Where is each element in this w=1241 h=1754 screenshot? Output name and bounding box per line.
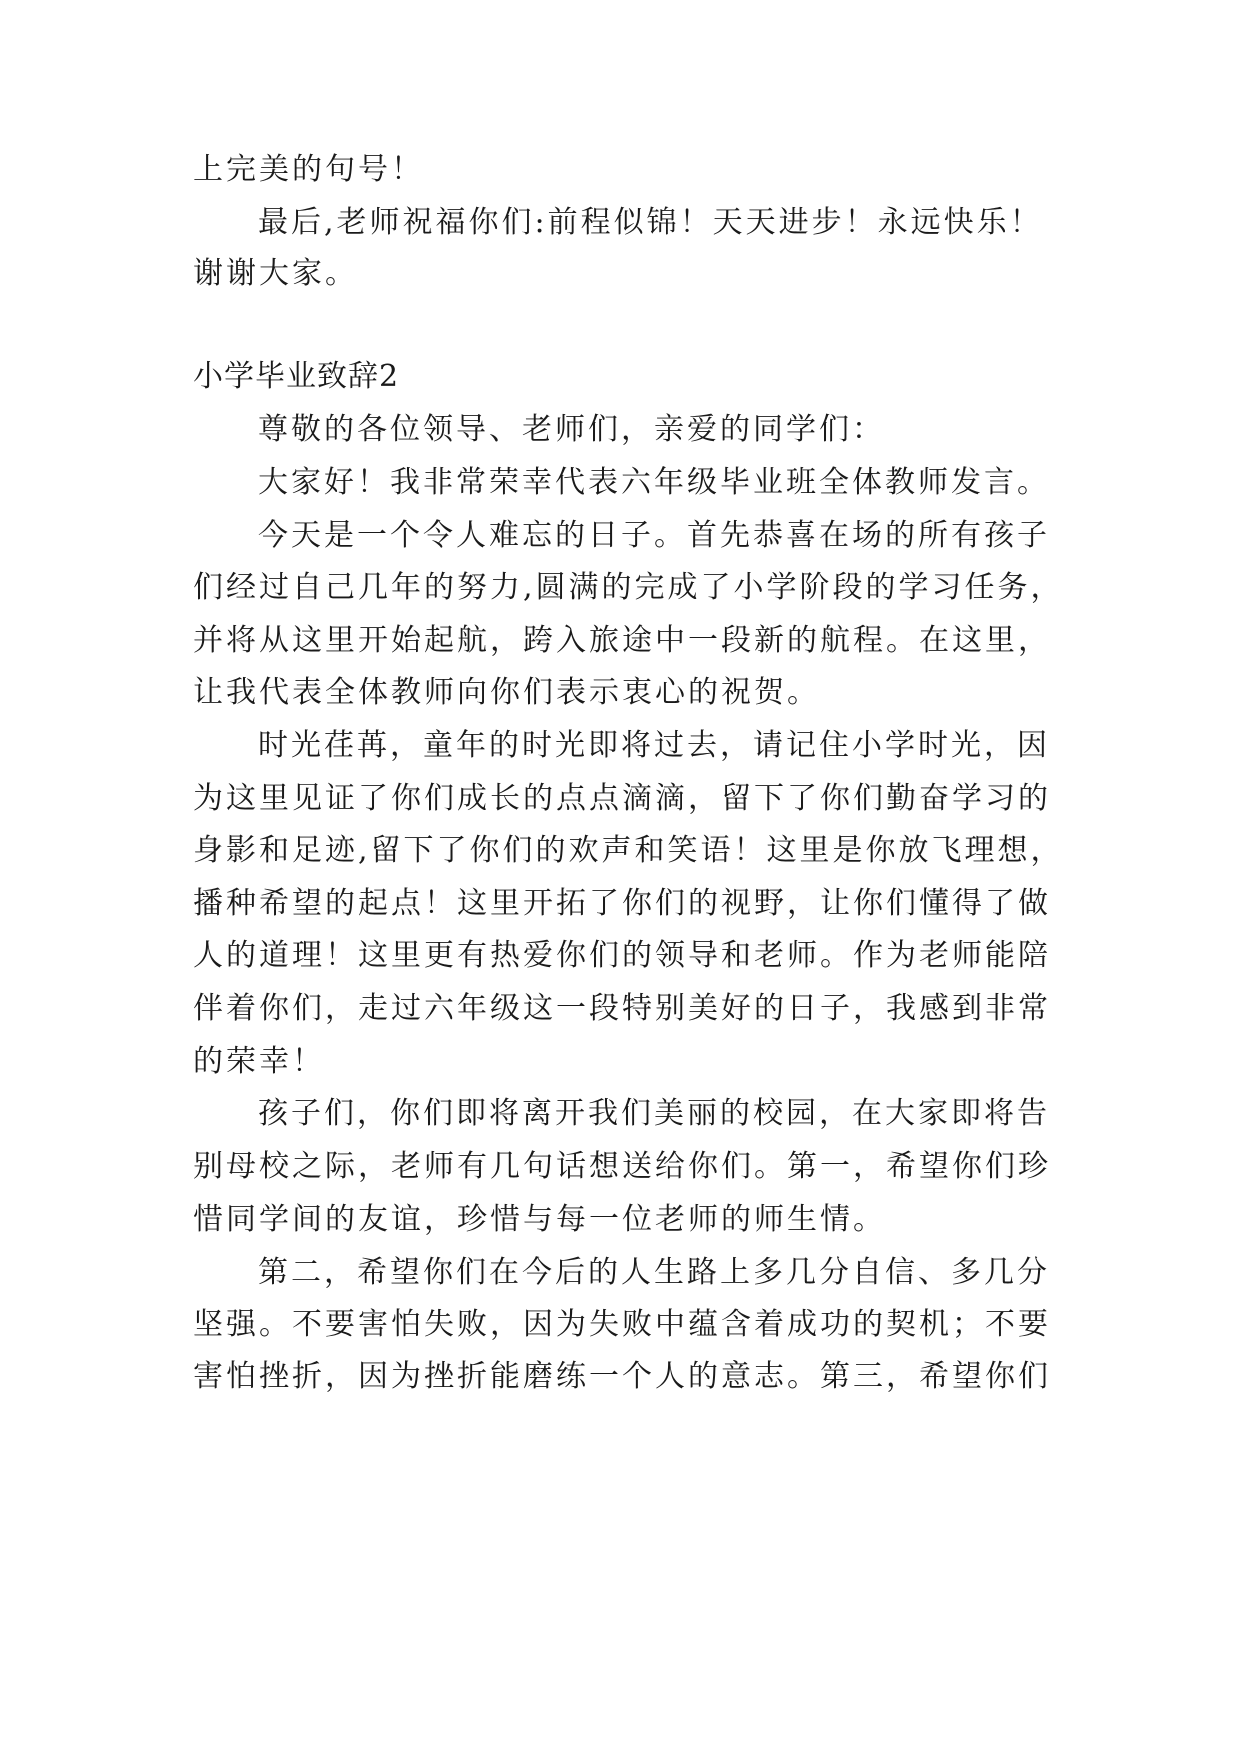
text-line: 大家好！我非常荣幸代表六年级毕业班全体教师发言。 [258,465,1050,500]
text-line: 伴着你们，走过六年级这一段特别美好的日子，我感到非常 [193,991,1051,1026]
text-line: 为这里见证了你们成长的点点滴滴，留下了你们勤奋学习的 [193,781,1051,816]
text-line: 谢谢大家。 [193,256,358,291]
section-title: 小学毕业致辞2 [193,359,400,394]
text-line: 坚强。不要害怕失败，因为失败中蕴含着成功的契机；不要 [193,1307,1051,1342]
text-line: 时光荏苒，童年的时光即将过去，请记住小学时光，因 [258,728,1050,763]
text-line: 的荣幸！ [193,1044,325,1079]
text-line: 孩子们，你们即将离开我们美丽的校园，在大家即将告 [258,1096,1050,1131]
text-line: 人的道理！这里更有热爱你们的领导和老师。作为老师能陪 [193,938,1051,973]
text-line: 播种希望的起点！这里开拓了你们的视野，让你们懂得了做 [193,886,1051,921]
text-line: 并将从这里开始起航，跨入旅途中一段新的航程。在这里， [193,623,1051,658]
text-line: 害怕挫折，因为挫折能磨练一个人的意志。第三，希望你们 [193,1359,1051,1394]
text-line: 们经过自己几年的努力,圆满的完成了小学阶段的学习任务， [193,570,1064,605]
text-line: 第二，希望你们在今后的人生路上多几分自信、多几分 [258,1255,1050,1290]
text-line: 身影和足迹,留下了你们的欢声和笑语！这里是你放飞理想， [193,833,1064,868]
text-line: 尊敬的各位领导、老师们，亲爱的同学们： [258,412,885,447]
text-line: 今天是一个令人难忘的日子。首先恭喜在场的所有孩子 [258,518,1050,553]
text-line: 最后,老师祝福你们:前程似锦！天天进步！永远快乐！ [258,205,1043,240]
text-line: 惜同学间的友谊，珍惜与每一位老师的师生情。 [193,1202,886,1237]
text-line: 让我代表全体教师向你们表示衷心的祝贺。 [193,675,820,710]
text-line: 别母校之际，老师有几句话想送给你们。第一，希望你们珍 [193,1149,1051,1184]
text-line: 上完美的句号！ [193,152,424,187]
